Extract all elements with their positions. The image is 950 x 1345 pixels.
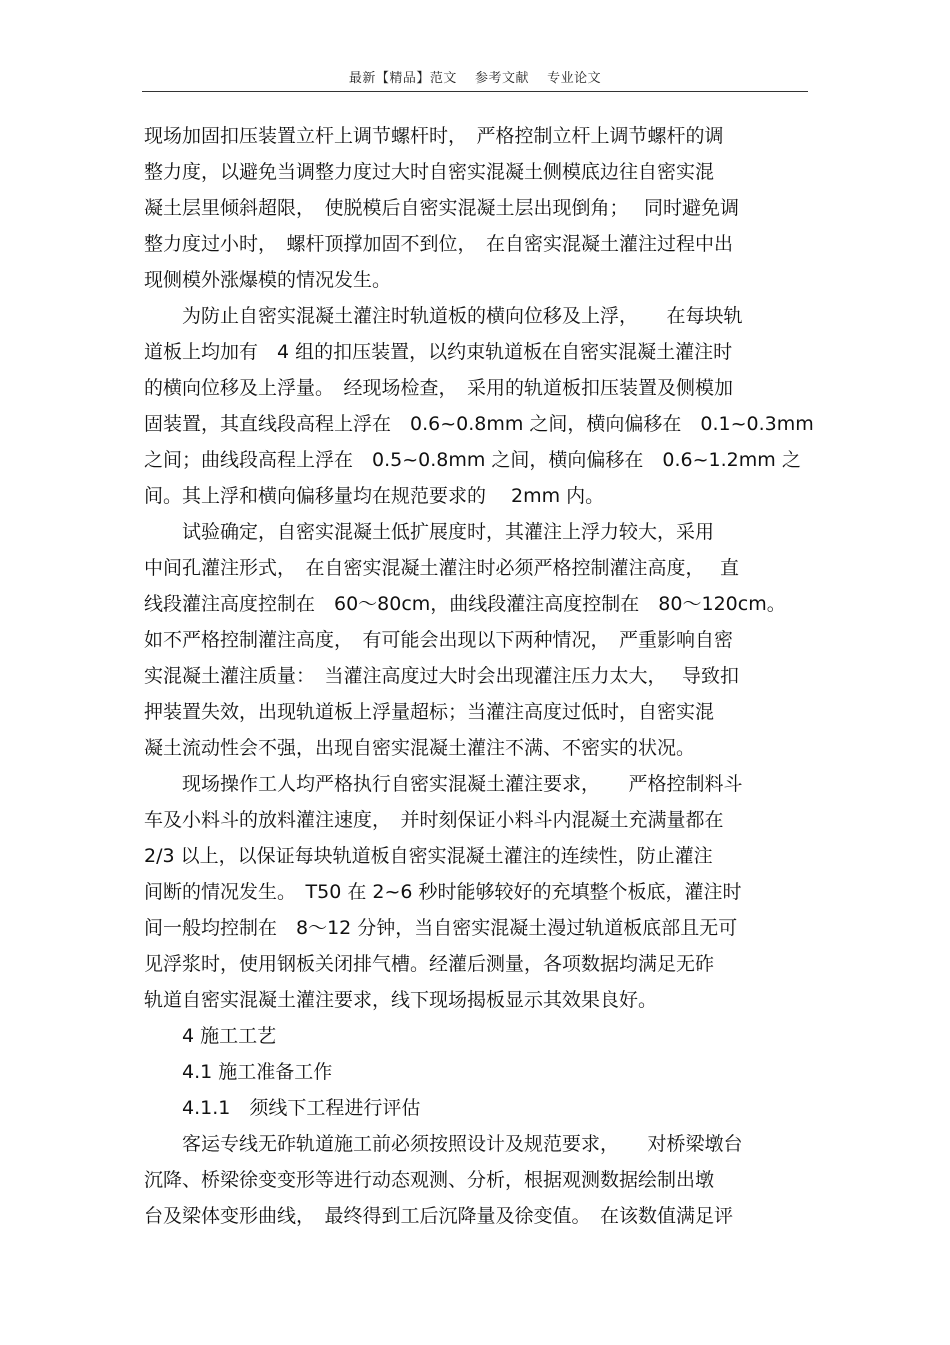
text-line: 轨道自密实混凝土灌注要求，线下现场揭板显示其效果良好。 (144, 989, 658, 1011)
text-line: 客运专线无砟轨道施工前必须按照设计及规范要求， 对桥梁墩台 (144, 1133, 743, 1155)
text-line: 固装置，其直线段高程上浮在 0.6~0.8mm 之间，横向偏移在 0.1~0.3mm (144, 413, 814, 435)
text-line: 如不严格控制灌注高度， 有可能会出现以下两种情况， 严重影响自密 (144, 629, 734, 651)
text-line: 现场操作工人均严格执行自密实混凝土灌注要求， 严格控制料斗 (144, 773, 743, 795)
text-line: 间断的情况发生。 T50 在 2~6 秒时能够较好的充填整个板底，灌注时 (144, 881, 742, 903)
text-line: 间。其上浮和横向偏移量均在规范要求的 2mm 内。 (144, 485, 605, 507)
subsubsection-heading: 4.1.1 须线下工程进行评估 (144, 1097, 421, 1119)
header-divider (142, 91, 808, 92)
text-line: 整力度过小时， 螺杆顶撑加固不到位， 在自密实混凝土灌注过程中出 (144, 233, 734, 255)
text-line: 现场加固扣压装置立杆上调节螺杆时， 严格控制立杆上调节螺杆的调 (144, 125, 724, 147)
text-line: 沉降、桥梁徐变变形等进行动态观测、分析，根据观测数据绘制出墩 (144, 1169, 715, 1191)
text-line: 车及小料斗的放料灌注速度， 并时刻保证小料斗内混凝土充满量都在 (144, 809, 724, 831)
text-line: 之间；曲线段高程上浮在 0.5~0.8mm 之间，横向偏移在 0.6~1.2mm 之 (144, 449, 801, 471)
text-line: 的横向位移及上浮量。 经现场检查， 采用的轨道板扣压装置及侧模加 (144, 377, 734, 399)
text-line: 中间孔灌注形式， 在自密实混凝土灌注时必须严格控制灌注高度， 直 (144, 557, 740, 579)
text-line: 实混凝土灌注质量： 当灌注高度过大时会出现灌注压力太大， 导致扣 (144, 665, 740, 687)
document-body (144, 118, 814, 1234)
text-line: 线段灌注高度控制在 60～80cm，曲线段灌注高度控制在 80～120cm。 (144, 593, 786, 615)
text-line: 间一般均控制在 8～12 分钟，当自密实混凝土漫过轨道板底部且无可 (144, 917, 738, 939)
text-line: 2/3 以上，以保证每块轨道板自密实混凝土灌注的连续性，防止灌注 (144, 845, 713, 867)
text-line: 道板上均加有 4 组的扣压装置，以约束轨道板在自密实混凝土灌注时 (144, 341, 733, 363)
text-line: 为防止自密实混凝土灌注时轨道板的横向位移及上浮， 在每块轨 (144, 305, 743, 327)
text-line: 台及梁体变形曲线， 最终得到工后沉降量及徐变值。 在该数值满足评 (144, 1205, 734, 1227)
text-line: 凝土层里倾斜超限， 使脱模后自密实混凝土层出现倒角； 同时避免调 (144, 197, 740, 219)
text-line: 整力度，以避免当调整力度过大时自密实混凝土侧模底边往自密实混 (144, 161, 715, 183)
text-line: 见浮浆时，使用钢板关闭排气槽。经灌后测量，各项数据均满足无砟 (144, 953, 715, 975)
text-line: 试验确定，自密实混凝土低扩展度时，其灌注上浮力较大，采用 (144, 521, 715, 543)
text-line: 押装置失效，出现轨道板上浮量超标；当灌注高度过低时，自密实混 (144, 701, 715, 723)
text-line: 现侧模外涨爆模的情况发生。 (144, 269, 392, 291)
text-line: 凝土流动性会不强，出现自密实混凝土灌注不满、不密实的状况。 (144, 737, 696, 759)
section-heading: 4 施工工艺 (144, 1025, 277, 1047)
page-header: 最新【精品】范文 参考文献 专业论文 (348, 71, 602, 86)
subsection-heading: 4.1 施工准备工作 (144, 1061, 333, 1083)
